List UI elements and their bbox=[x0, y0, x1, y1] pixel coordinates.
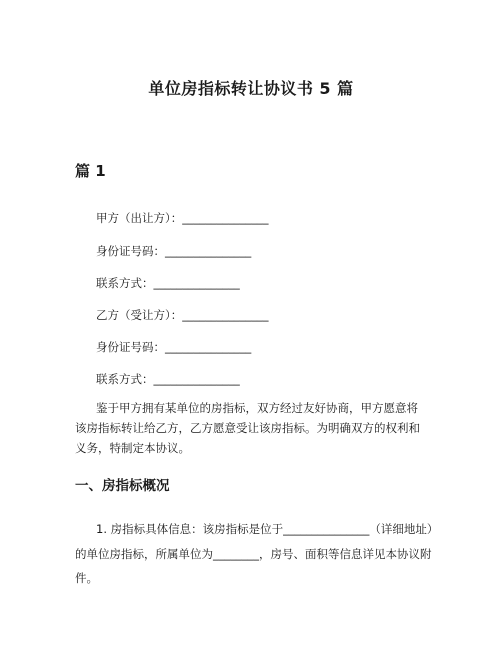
party-a-id-line: 身份证号码：_______________ bbox=[96, 244, 252, 258]
party-a-line: 甲方（出让方）：_______________ bbox=[96, 211, 269, 225]
document-title: 单位房指标转让协议书 5 篇 bbox=[148, 79, 354, 98]
party-a-contact-line: 联系方式：_______________ bbox=[96, 276, 240, 290]
clause-line-3: 件。 bbox=[75, 571, 98, 585]
preamble-line-1: 鉴于甲方拥有某单位的房指标，双方经过友好协商，甲方愿意将 bbox=[96, 401, 418, 415]
section-heading: 篇 1 bbox=[75, 162, 106, 180]
preamble-line-2: 该房指标转让给乙方，乙方愿意受让该房指标。为明确双方的权利和 bbox=[75, 421, 420, 435]
party-b-contact-line: 联系方式：_______________ bbox=[96, 372, 240, 386]
party-b-id-line: 身份证号码：_______________ bbox=[96, 340, 252, 354]
clause-line-2: 的单位房指标，所属单位为________，房号、面积等信息详见本协议附 bbox=[75, 547, 432, 561]
party-b-line: 乙方（受让方）：_______________ bbox=[96, 308, 269, 322]
clause-line-1: 1. 房指标具体信息：该房指标是位于_______________（详细地址） bbox=[96, 522, 439, 536]
preamble-line-3: 义务，特制定本协议。 bbox=[75, 441, 190, 455]
clause-heading: 一、房指标概况 bbox=[75, 478, 170, 494]
